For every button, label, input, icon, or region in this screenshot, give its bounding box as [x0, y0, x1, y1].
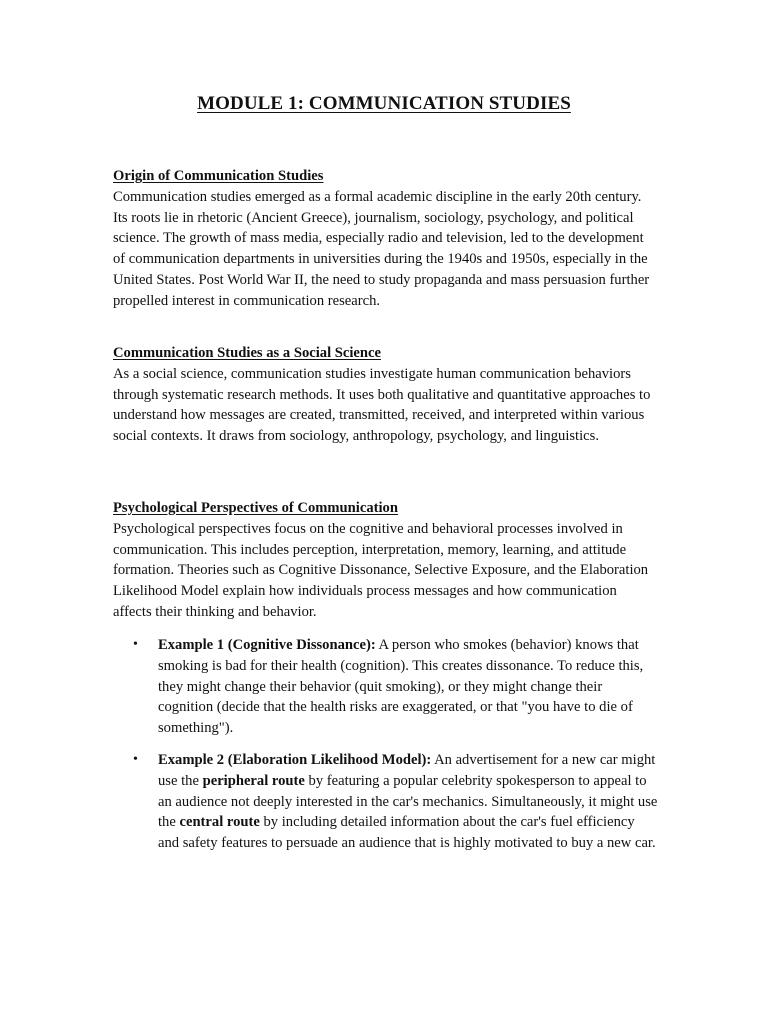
example-2-peripheral-route: peripheral route [202, 772, 305, 789]
section-body-social-science: As a social science, communication studies investigate human communication behaviors through systematic research methods. It uses both qualitative and quantitative approaches to understand how messages are created, transmitted, received, and interpreted within various social contexts. It draws from sociology, anthropology, psychology, and linguistics. [113, 365, 651, 445]
bullet-icon: • [133, 751, 138, 767]
example-2-text-1: An advertisement for a new car might use the [158, 751, 656, 789]
page-title: MODULE 1: COMMUNICATION STUDIES [197, 93, 571, 114]
example-1-text: A person who smokes (behavior) knows that smoking is bad for their health (cognition). This creates dissonance. To reduce this, they might change their behavior (quit smoking), or they might change their cognition (decide that the health risks are exaggerated, or that "you have to die of something"). [158, 637, 644, 737]
example-2-text-2: by featuring a popular celebrity spokesperson to appeal to an audience not deeply interested in the car's mechanics. Simultaneously, it might use the [158, 772, 658, 831]
examples-list [113, 635, 658, 865]
list-item-example-2 [113, 750, 658, 854]
section-heading-psychological: Psychological Perspectives of Communication [113, 500, 398, 516]
section-origin [113, 166, 658, 312]
section-heading-social-science: Communication Studies as a Social Science [113, 345, 381, 361]
section-psychological [113, 498, 658, 623]
example-1-label: Example 1 (Cognitive Dissonance): [158, 637, 376, 653]
example-2-label: Example 2 (Elaboration Likelihood Model): [158, 751, 432, 768]
section-heading-origin: Origin of Communication Studies [113, 168, 324, 184]
example-2-central-route: central route [179, 814, 260, 831]
section-body-origin: Communication studies emerged as a formal academic discipline in the early 20th century. Its roots lie in rhetoric (Ancient Greece), journalism, sociology, psychology, and political science. The growth of mass media, especially radio and television, led to the development of communication departments in universities during the 1940s and 1950s, especially in the United States. Post World War II, the need to study propaganda and mass persuasion further propelled interest in communication research. [113, 188, 650, 309]
section-social-science [113, 343, 658, 447]
section-body-psychological: Psychological perspectives focus on the cognitive and behavioral processes involved in communication. This includes perception, interpretation, memory, learning, and attitude formation. Theories such as Cognitive Dissonance, Selective Exposure, and the Elaboration Likelihood Model explain how individuals process messages and how communication affects their thinking and behavior. [113, 520, 649, 620]
example-2-text-3: by including detailed information about the car's fuel efficiency and safety features to persuade an audience that is highly motivated to buy a new car. [158, 814, 656, 852]
list-item-example-1 [113, 635, 658, 739]
bullet-icon: • [133, 637, 138, 652]
